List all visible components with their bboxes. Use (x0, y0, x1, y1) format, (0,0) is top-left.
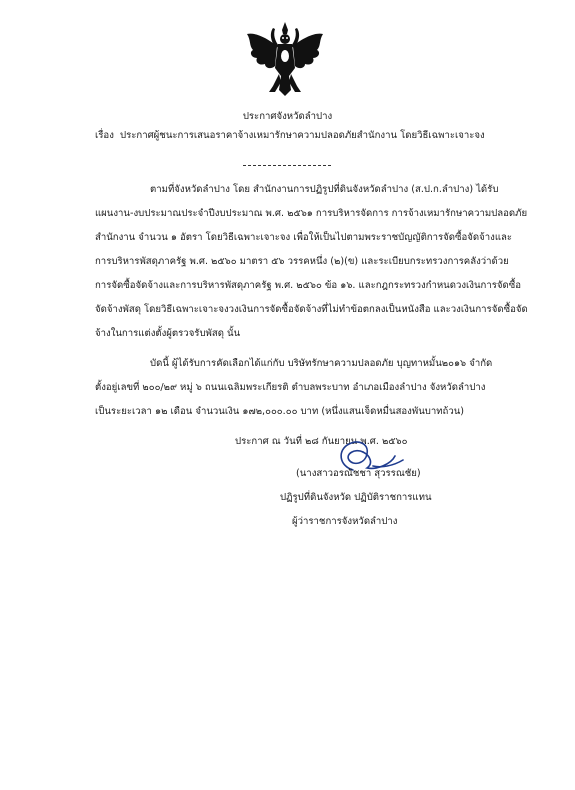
announcement-date: ประกาศ ณ วันที่ ๒๘ กันยายน พ.ศ. ๒๕๖๐ (235, 436, 408, 447)
paragraph-1-line: จัดจ้างพัสดุ โดยวิธีเฉพาะเจาะจงวงเงินการจัดซื้อจัดจ้างที่ไม่ทำข้อตกลงเป็นหนังสือ และวงเงินการจัดซื้อจัด (95, 304, 528, 315)
garuda-emblem (243, 20, 327, 98)
paragraph-1-line: จ้างในการแต่งตั้งผู้ตรวจรับพัสดุ นั้น (95, 328, 241, 339)
signatory-position: ปฏิรูปที่ดินจังหวัด ปฏิบัติราชการแทน (280, 492, 432, 503)
paragraph-1-line: การจัดซื้อจัดจ้างและการบริหารพัสดุภาครัฐ พ.ศ. ๒๕๖๐ ข้อ ๑๖. และกฎกระทรวงกำหนดวงเงินการจัดซื้อ (95, 280, 522, 291)
document-title: ประกาศจังหวัดลำปาง (242, 111, 333, 122)
subject-line (95, 129, 485, 143)
subject-text: ประกาศผู้ชนะการเสนอราคาจ้างเหมารักษาความปลอดภัยสำนักงาน โดยวิธีเฉพาะเจาะจง (120, 130, 485, 141)
paragraph-2-line: ตั้งอยู่เลขที่ ๒๐๐/๒๙ หมู่ ๖ ถนนเฉลิมพระเกียรติ ตำบลพระบาท อำเภอเมืองลำปาง จังหวัดลำปาง (95, 382, 486, 393)
paragraph-1-line: แผนงาน-งบประมาณประจำปีงบประมาณ พ.ศ. ๒๕๖๑ การบริหารจัดการ การจ้างเหมารักษาความปลอดภัย (95, 208, 528, 219)
paragraph-2-line: บัดนี้ ผู้ได้รับการคัดเลือกได้แก่กับ บริษัทรักษาความปลอดภัย บุญทาหมั้น๒๐๑๖ จำกัด (150, 358, 493, 369)
paragraph-2-line: เป็นระยะเวลา ๑๒ เดือน จำนวนเงิน ๑๗๒,๐๐๐.๐๐ บาท (หนึ่งแสนเจ็ดหมื่นสองพันบาทถ้วน) (95, 406, 465, 417)
subject-label: เรื่อง (95, 130, 114, 141)
paragraph-1-line: ตามที่จังหวัดลำปาง โดย สำนักงานการปฏิรูปที่ดินจังหวัดลำปาง (ส.ป.ก.ลำปาง) ได้รับ (150, 184, 499, 195)
signatory-acting-for: ผู้ว่าราชการจังหวัดลำปาง (292, 516, 398, 527)
paragraph-1-line: การบริหารพัสดุภาครัฐ พ.ศ. ๒๕๖๐ มาตรา ๕๖ วรรคหนึ่ง (๒)(ข) และระเบียบกระทรวงการคลังว่าด้วย (95, 256, 509, 267)
paragraph-1-line: สำนักงาน จำนวน ๑ อัตรา โดยวิธีเฉพาะเจาะจง เพื่อให้เป็นไปตามพระราชบัญญัติการจัดซื้อจัดจ้างและ (95, 232, 513, 243)
signatory-name: (นางสาวอรณัชชา สุวรรณชัย) (296, 468, 421, 479)
header-divider (243, 165, 331, 166)
